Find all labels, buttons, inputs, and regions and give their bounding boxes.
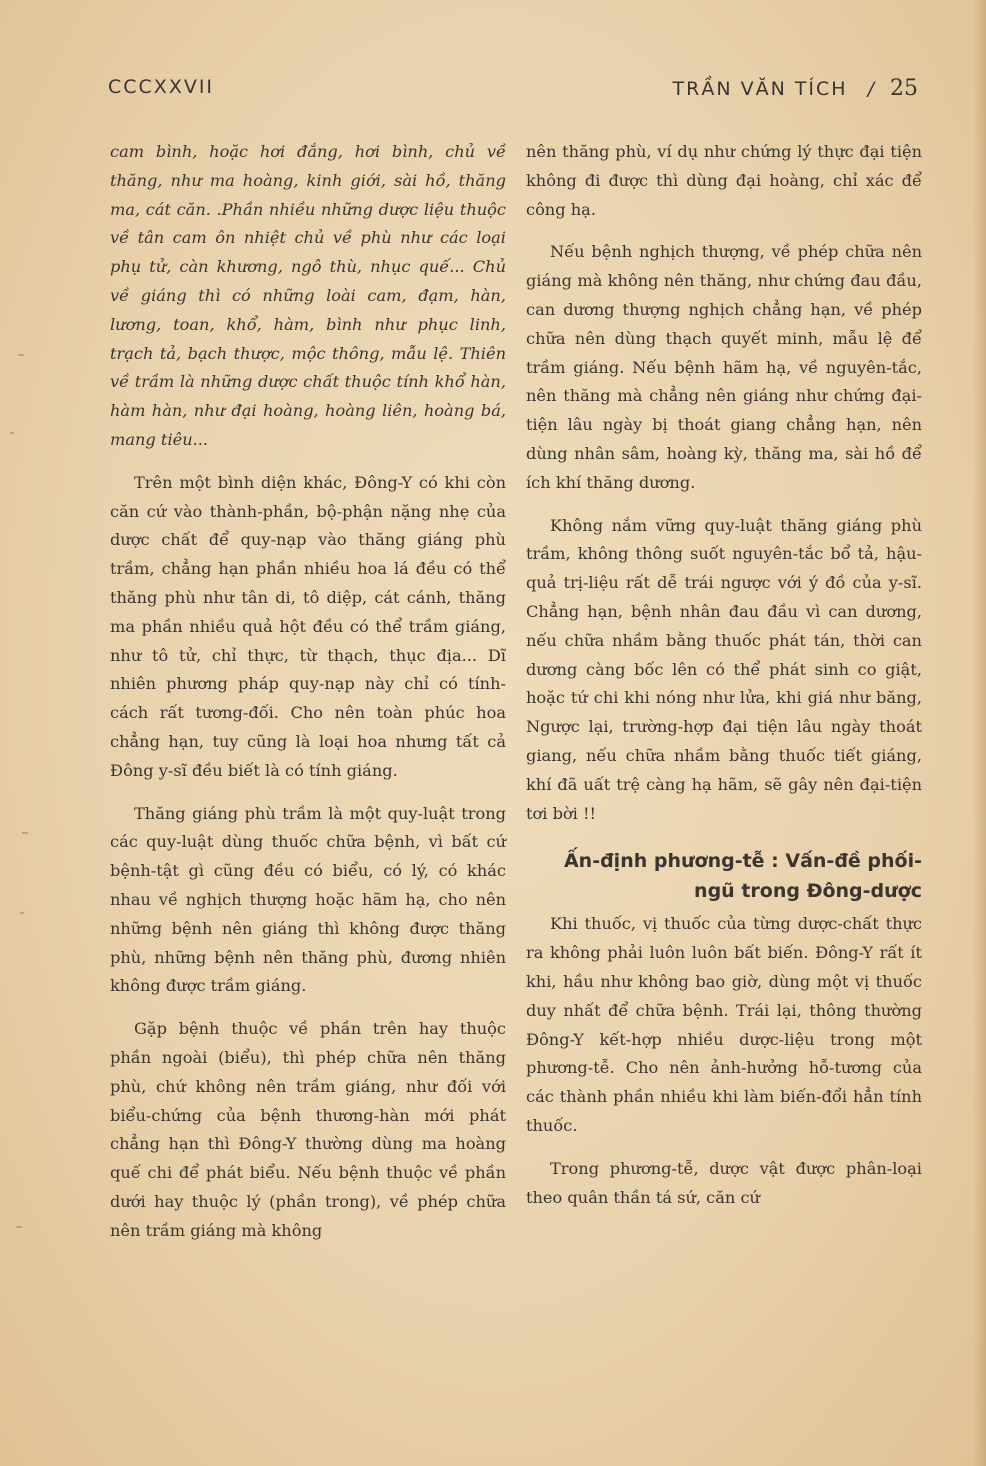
- left-column: [110, 138, 506, 1259]
- chapter-roman-numeral: CCCXXVII: [108, 76, 215, 98]
- paragraph: Thăng giáng phù trầm là một quy-luật trong các quy-luật dùng thuốc chữa bệnh, vì bất cứ bệnh-tật gì cũng đều có biểu, có lý, có khác nhau về nghịch thượng hoặc hãm hạ, cho nên những bệnh nên giáng thì không được thăng phù, những bệnh nên thăng phù, đương nhiên không được trầm giáng.: [110, 803, 506, 996]
- paragraph: Trong phương-tễ, dược vật được phân-loại theo quân thần tá sứ, căn cứ: [526, 1158, 922, 1207]
- paper-speck: [16, 1226, 22, 1228]
- page-edge-shadow: [972, 0, 986, 1466]
- header-author-page: [673, 76, 918, 101]
- running-header: [108, 72, 918, 106]
- paragraph: Khi thuốc, vị thuốc của từng dược-chất thực ra không phải luôn luôn bất biến. Đông-Y rất ít khi, hầu như không bao giờ, dùng một vị thuốc duy nhất để chữa bệnh. Trái lại, thông thường Đông-Y kết-hợp nhiều dược-liệu trong một phương-tễ. Cho nên ảnh-hưởng hỗ-tương của các thành phần nhiều khi làm biến-đổi hẳn tính thuốc.: [526, 914, 922, 1135]
- header-separator: /: [867, 78, 876, 100]
- paragraph: Trên một bình diện khác, Đông-Y có khi còn căn cứ vào thành-phần, bộ-phận nặng nhẹ của dược chất để quy-nạp vào thăng giáng phù trầm, chẳng hạn phần nhiều hoa lá đều có thể thăng phù như tân di, tô diệp, cát cánh, thăng ma phần nhiều quả hột đều có thể trầm giáng, như tô tử, chỉ thực, từ thạch, thục địa... Dĩ nhiên phương pháp quy-nạp này chỉ có tính-cách rất tương-đối. Cho nên toàn phúc hoa chẳng hạn, tuy cũng là loại hoa nhưng tất cả Đông y-sĩ đều biết là có tính giáng.: [110, 472, 506, 780]
- paragraph: cam bình, hoặc hơi đắng, hơi bình, chủ về thăng, như ma hoàng, kinh giới, sài hồ, thăng ma, cát căn. .Phần nhiều những dược liệu thuộc về tân cam ôn nhiệt chủ về phù như các loại phụ tử, càn khương, ngô thù, nhục quế... Chủ về giáng thì có những loài cam, đạm, hàn, lương, toan, khổ, hàm, bình như phục linh, trạch tả, bạch thược, mộc thông, mẫu lệ. Thiên về trầm là những dược chất thuộc tính khổ hàn, hàm hàn, như đại hoàng, hoàng liên, hoàng bá, mang tiêu...: [110, 142, 506, 449]
- paper-speck: [20, 912, 24, 914]
- paragraph: Không nắm vững quy-luật thăng giáng phù trầm, không thông suốt nguyên-tắc bổ tả, hậu-quả trị-liệu rất dễ trái ngược với ý đồ của y-sĩ. Chẳng hạn, bệnh nhân đau đầu vì can dương, nếu chữa nhầm bằng thuốc phát tán, thời can dương càng bốc lên có thể phát sinh co giật, hoặc tứ chi khi nóng như lửa, khi giá như băng, Ngược lại, trường-hợp đại tiện lâu ngày thoát giang, nếu chữa nhầm bằng thuốc tiết giáng, khí đã uất trệ càng hạ hãm, sẽ gây nên đại-tiện tơi bời !!: [526, 515, 922, 823]
- page-number: 25: [890, 76, 918, 101]
- section-heading: Ấn-định phương-tễ : Vấn-đề phối-ngũ trong Đông-dược: [563, 850, 922, 903]
- paragraph: Gặp bệnh thuộc về phần trên hay thuộc phần ngoài (biểu), thì phép chữa nên thăng phù, chứ không nên trầm giáng, như đối với biểu-chứng của bệnh thương-hàn mới phát chẳng hạn thì Đông-Y thường dùng ma hoàng quế chi để phát biểu. Nếu bệnh thuộc về phần dưới hay thuộc lý (phần trong), về phép chữa nên trầm giáng mà không: [110, 1019, 506, 1240]
- paper-speck: [18, 354, 24, 356]
- paper-speck: [10, 432, 14, 434]
- paragraph: Nếu bệnh nghịch thượng, về phép chữa nên giáng mà không nên thăng, như chứng đau đầu, can dương thượng nghịch chẳng hạn, về phép chữa nên dùng thạch quyết minh, mẫu lệ để trầm giáng. Nếu bệnh hãm hạ, về nguyên-tắc, nên thăng mà chẳng nên giáng như chứng đại-tiện lâu ngày bị thoát giang chẳng hạn, nên dùng nhân sâm, hoàng kỳ, thăng ma, sài hồ để ích khí thăng dương.: [526, 242, 922, 492]
- paper-speck: [22, 832, 28, 834]
- paragraph: nên thăng phù, ví dụ như chứng lý thực đại tiện không đi được thì dùng đại hoàng, chỉ xác để công hạ.: [526, 142, 922, 219]
- right-column: [526, 138, 922, 1226]
- author-name: TRẦN VĂN TÍCH: [672, 78, 848, 100]
